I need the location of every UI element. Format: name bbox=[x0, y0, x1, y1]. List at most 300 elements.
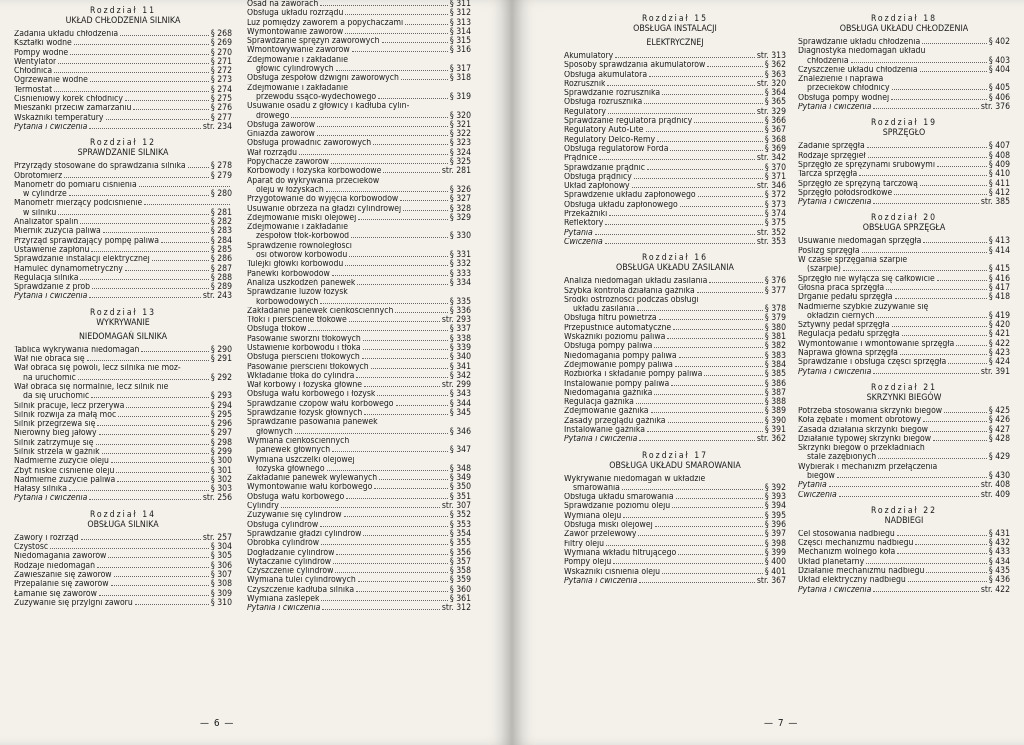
toc-entry-reference: § 306 bbox=[210, 560, 232, 571]
toc-entry bbox=[798, 284, 1010, 293]
toc-entry-title: Czyszczenie kadłuba silnika bbox=[247, 585, 355, 595]
toc-entry-title: Niedomagania zaworów bbox=[14, 552, 107, 562]
dot-leader bbox=[345, 265, 448, 266]
toc-entry bbox=[14, 457, 232, 466]
dot-leader bbox=[615, 57, 755, 58]
dot-leader bbox=[694, 122, 763, 123]
toc-entry-title: Układ planetarny bbox=[798, 557, 865, 567]
toc-entry-reference: § 330 bbox=[449, 231, 471, 242]
dot-leader bbox=[709, 282, 763, 283]
toc-entry-title: Sprawdzanie gładzi cylindrów bbox=[247, 529, 362, 539]
toc-entry-reference: § 288 bbox=[210, 272, 232, 283]
toc-entry bbox=[798, 491, 1010, 500]
toc-entry bbox=[798, 340, 1010, 349]
toc-entry-reference: § 286 bbox=[210, 254, 232, 265]
toc-entry bbox=[564, 512, 786, 521]
toc-entry bbox=[798, 161, 1010, 170]
dot-leader bbox=[117, 481, 209, 482]
toc-entry-title: Hałasy silnika bbox=[14, 485, 67, 495]
chapter-title: WYKRYWANIE bbox=[96, 317, 150, 328]
dot-leader bbox=[333, 563, 448, 564]
toc-entry-title: Hamulec dynamometryczny bbox=[14, 264, 123, 274]
dot-leader bbox=[655, 526, 763, 527]
toc-entry-reference: § 332 bbox=[449, 259, 471, 270]
toc-entry bbox=[564, 314, 786, 323]
toc-entry bbox=[14, 123, 232, 132]
dot-leader bbox=[876, 317, 987, 318]
toc-entry-reference: § 403 bbox=[988, 55, 1010, 66]
dot-leader bbox=[636, 403, 763, 404]
toc-entry bbox=[14, 534, 232, 543]
dot-leader bbox=[363, 349, 448, 350]
toc-entry-reference: § 412 bbox=[988, 187, 1010, 198]
toc-entry-title: Rodzaje niedomagań bbox=[14, 561, 96, 571]
toc-entry bbox=[798, 472, 1010, 481]
toc-entry-reference: § 383 bbox=[764, 350, 786, 361]
toc-entry-reference: § 301 bbox=[210, 465, 232, 476]
toc-entry-title: Wał obraca się powoli, lecz silnika nie moż- bbox=[14, 364, 181, 374]
toc-entry bbox=[564, 407, 786, 416]
toc-entry bbox=[798, 558, 1010, 567]
toc-entry bbox=[564, 229, 786, 238]
toc-entry bbox=[564, 201, 786, 210]
toc-entry-title: Mechanizm wolnego koła bbox=[798, 548, 896, 558]
dot-leader bbox=[937, 280, 987, 281]
toc-entry bbox=[247, 0, 471, 9]
dot-leader bbox=[923, 242, 987, 243]
toc-entry-reference: § 352 bbox=[449, 510, 471, 521]
toc-entry-reference: str. 352 bbox=[756, 227, 786, 238]
toc-entry-title: Popychacze zaworów bbox=[247, 158, 329, 168]
toc-entry bbox=[798, 237, 1010, 246]
toc-entry-reference: § 353 bbox=[449, 519, 471, 530]
chapter-title: NIEDOMAGAŃ SILNIKA bbox=[78, 331, 168, 342]
toc-entry bbox=[247, 93, 471, 102]
toc-entry-reference: § 278 bbox=[210, 161, 232, 172]
toc-entry-reference: § 397 bbox=[764, 529, 786, 540]
toc-entry bbox=[564, 108, 786, 117]
dot-leader bbox=[321, 544, 448, 545]
toc-entry bbox=[564, 145, 786, 154]
toc-entry-reference: § 311 bbox=[449, 0, 471, 9]
toc-entry bbox=[247, 521, 471, 530]
toc-entry-title: układu zasilania bbox=[573, 305, 636, 315]
toc-entry bbox=[247, 130, 471, 139]
dot-leader bbox=[859, 175, 987, 176]
toc-entry bbox=[247, 418, 471, 427]
toc-entry-reference: § 407 bbox=[988, 141, 1010, 152]
toc-entry-title: oleju w łożyskach bbox=[256, 185, 324, 195]
toc-entry-title: Sprawdzanie sprężyn zaworowych bbox=[247, 37, 380, 47]
toc-entry-title: Obsługa akumulatora bbox=[564, 70, 648, 80]
toc-entry-title: Obsługa miski olejowej bbox=[564, 521, 653, 531]
dot-leader bbox=[698, 196, 763, 197]
toc-entry bbox=[247, 102, 471, 111]
toc-entry-title: Obsługa wału korbowego bbox=[247, 492, 345, 502]
toc-entry-title: Pytania i ćwiczenia bbox=[14, 292, 88, 302]
toc-entry-reference: § 391 bbox=[764, 424, 786, 435]
toc-entry-reference: § 425 bbox=[988, 405, 1010, 416]
toc-entry-reference: str. 257 bbox=[202, 532, 232, 543]
toc-entry-title: Zbyt niskie ciśnienie oleju bbox=[14, 466, 115, 476]
dot-leader bbox=[595, 234, 755, 235]
toc-entry-reference: § 338 bbox=[449, 333, 471, 344]
toc-entry bbox=[247, 335, 471, 344]
chapter-title: UKŁAD CHŁODZENIA SILNIKA bbox=[65, 16, 181, 26]
toc-entry-reference: § 341 bbox=[449, 361, 471, 372]
toc-entry bbox=[247, 456, 471, 465]
toc-entry-title: Zawieszanie się zaworów bbox=[14, 570, 112, 580]
toc-entry-title: Panewki korbowodów bbox=[247, 269, 330, 279]
toc-entry bbox=[14, 420, 232, 429]
toc-entry-title: Zakładanie panewek cienkościennych bbox=[247, 306, 394, 316]
dot-leader bbox=[108, 557, 209, 558]
dot-leader bbox=[632, 187, 755, 188]
dot-leader bbox=[332, 275, 448, 276]
dot-leader bbox=[80, 279, 208, 280]
toc-entry-reference: § 406 bbox=[988, 92, 1010, 103]
toc-entry-title: Reflektory bbox=[564, 219, 604, 229]
toc-entry bbox=[14, 494, 232, 503]
dot-leader bbox=[50, 548, 209, 549]
dot-leader bbox=[364, 386, 440, 387]
toc-entry bbox=[564, 435, 786, 444]
dot-leader bbox=[99, 595, 209, 596]
chapter-heading: Rozdział 17 bbox=[641, 450, 709, 461]
toc-entry bbox=[798, 180, 1010, 189]
toc-entry bbox=[247, 428, 471, 437]
toc-entry-title: Obsługa regulatorów Forda bbox=[564, 144, 669, 154]
toc-entry-title: Wybierak i mechanizm przełączenia bbox=[798, 462, 938, 472]
toc-entry-title: Nadmierne zużycie oleju bbox=[14, 457, 109, 467]
toc-entry bbox=[14, 86, 232, 95]
toc-entry-reference: § 390 bbox=[764, 415, 786, 426]
toc-entry-reference: § 360 bbox=[449, 584, 471, 595]
toc-entry-reference: § 329 bbox=[449, 212, 471, 223]
toc-entry-title: Układ zapłonowy bbox=[564, 182, 630, 192]
toc-entry-title: Wykrywanie niedomagań w układzie bbox=[564, 474, 706, 484]
dot-leader bbox=[707, 66, 763, 67]
dot-leader bbox=[659, 319, 763, 320]
toc-entry bbox=[247, 530, 471, 539]
dot-leader bbox=[647, 431, 763, 432]
dot-leader bbox=[868, 157, 987, 158]
toc-entry-title: Wał obraca się normalnie, lecz silnik nie bbox=[14, 382, 169, 392]
left-page-column-1 bbox=[14, 0, 232, 608]
dot-leader bbox=[894, 194, 987, 195]
dot-leader bbox=[383, 172, 440, 173]
dot-leader bbox=[326, 191, 448, 192]
toc-entry bbox=[14, 429, 232, 438]
toc-entry-title: przewodu ssąco-wydechowego bbox=[256, 92, 377, 102]
toc-entry-title: Prądnice bbox=[564, 154, 598, 164]
toc-entry-title: Wymontowanie i wmontowanie sprzęgła bbox=[798, 339, 955, 349]
toc-entry bbox=[564, 389, 786, 398]
toc-entry-title: Akumulatory bbox=[564, 52, 614, 61]
toc-entry-reference: § 395 bbox=[764, 510, 786, 521]
dot-leader bbox=[89, 499, 200, 500]
toc-entry bbox=[247, 84, 471, 93]
chapter-heading: Rozdział 15 bbox=[641, 14, 709, 24]
toc-entry bbox=[14, 246, 232, 255]
dot-leader bbox=[895, 298, 987, 299]
toc-entry bbox=[247, 270, 471, 279]
dot-leader bbox=[374, 488, 448, 489]
toc-entry-title: Pytania i ćwiczenia bbox=[798, 103, 872, 113]
dot-leader bbox=[299, 154, 448, 155]
toc-entry bbox=[564, 173, 786, 182]
toc-entry-reference: § 373 bbox=[764, 199, 786, 210]
toc-entry-title: Sprawdzenie układu zapłonowego bbox=[564, 191, 696, 201]
toc-entry-reference: § 431 bbox=[988, 528, 1010, 539]
dot-leader bbox=[344, 516, 448, 517]
dot-leader bbox=[679, 357, 763, 358]
toc-entry bbox=[14, 58, 232, 67]
toc-entry bbox=[14, 346, 232, 355]
right-page bbox=[512, 0, 1024, 745]
toc-entry-title: Sprawdzanie czopów wału korbowego bbox=[247, 399, 394, 409]
dot-leader bbox=[188, 167, 209, 168]
toc-entry bbox=[14, 364, 232, 373]
toc-entry-reference: § 417 bbox=[988, 282, 1010, 293]
toc-entry bbox=[798, 84, 1010, 93]
dot-leader bbox=[92, 288, 209, 289]
toc-entry bbox=[14, 283, 232, 292]
dot-leader bbox=[378, 98, 448, 99]
toc-entry bbox=[798, 265, 1010, 274]
toc-entry bbox=[564, 342, 786, 351]
toc-entry bbox=[798, 349, 1010, 358]
toc-entry-title: Zdejmowanie gaźnika bbox=[564, 407, 649, 417]
toc-entry-title: Mieszanki przeciw zamarzaniu bbox=[14, 104, 132, 114]
toc-entry-title: Dogładzanie cylindrów bbox=[247, 548, 335, 558]
toc-entry-reference: str. 362 bbox=[756, 434, 786, 445]
chapter-title: OBSŁUGA UKŁADU ZASILANIA bbox=[616, 263, 734, 274]
dot-leader bbox=[336, 554, 447, 555]
toc-entry-title: Pasowanie sworzni tłokowych bbox=[247, 334, 361, 344]
dot-leader bbox=[70, 54, 209, 55]
dot-leader bbox=[637, 310, 763, 311]
page-number: — 6 — bbox=[200, 718, 235, 729]
toc-entry bbox=[798, 47, 1010, 56]
toc-entry bbox=[14, 209, 232, 218]
toc-entry bbox=[564, 154, 786, 163]
toc-entry-title: Sprzęgło ze sprężyną tarczową bbox=[798, 179, 918, 189]
toc-entry-reference: § 276 bbox=[210, 103, 232, 114]
dot-leader bbox=[91, 251, 209, 252]
toc-entry bbox=[14, 255, 232, 264]
dot-leader bbox=[873, 591, 978, 592]
dot-leader bbox=[332, 451, 448, 452]
toc-entry-title: Sprawdzenie równoległości bbox=[247, 241, 352, 251]
toc-entry-title: Pytania i ćwiczenia bbox=[564, 435, 638, 445]
toc-entry-title: Skrzynki biegów o przekładniach bbox=[798, 444, 925, 454]
dot-leader bbox=[125, 100, 209, 101]
toc-entry-title: Gniazda zaworów bbox=[247, 130, 315, 140]
toc-entry-reference: str. 256 bbox=[202, 493, 232, 504]
toc-entry-reference: § 355 bbox=[449, 538, 471, 549]
toc-entry bbox=[247, 195, 471, 204]
toc-entry bbox=[798, 426, 1010, 435]
toc-entry bbox=[14, 562, 232, 571]
toc-entry-title: drowego bbox=[256, 111, 290, 121]
dot-leader bbox=[609, 215, 763, 216]
toc-entry bbox=[798, 152, 1010, 161]
toc-entry-title: Rodzaje sprzęgieł bbox=[798, 151, 866, 161]
dot-leader bbox=[320, 5, 448, 6]
toc-entry bbox=[564, 305, 786, 314]
dot-leader bbox=[363, 340, 448, 341]
toc-entry-reference: § 364 bbox=[764, 88, 786, 99]
toc-entry bbox=[247, 279, 471, 288]
toc-entry-title: Wentylator bbox=[14, 57, 57, 67]
toc-entry-reference: § 297 bbox=[210, 428, 232, 439]
toc-entry-reference: str. 320 bbox=[756, 78, 786, 89]
dot-leader bbox=[281, 507, 440, 508]
dot-leader bbox=[352, 51, 448, 52]
toc-entry-reference: § 380 bbox=[764, 322, 786, 333]
toc-entry-title: Czystość bbox=[14, 543, 49, 553]
toc-entry-reference: § 409 bbox=[988, 159, 1010, 170]
toc-entry-title: Wymontowanie wału korbowego bbox=[247, 483, 373, 493]
toc-entry-reference: str. 299 bbox=[441, 380, 471, 391]
toc-entry-reference: § 427 bbox=[988, 424, 1010, 435]
dot-leader bbox=[639, 440, 754, 441]
toc-entry-title: Obsługa pierścieni tłokowych bbox=[247, 353, 360, 363]
dot-leader bbox=[680, 206, 763, 207]
toc-entry-title: Zadanie sprzęgła bbox=[798, 142, 865, 152]
toc-entry bbox=[564, 52, 786, 61]
toc-entry-title: Zawór przelewowy bbox=[564, 530, 637, 540]
toc-entry-title: Nadmierne szybkie zużywanie się bbox=[798, 302, 929, 312]
dot-leader bbox=[356, 591, 448, 592]
toc-entry-title: Instalowanie gaźnika bbox=[564, 425, 645, 435]
chapter-heading: Rozdział 19 bbox=[870, 118, 938, 129]
dot-leader bbox=[646, 131, 763, 132]
toc-entry-title: Obsługa prądnicy bbox=[564, 172, 632, 182]
toc-entry-reference: § 348 bbox=[449, 463, 471, 474]
toc-entry-title: Wskaźniki ciśnienia oleju bbox=[564, 567, 661, 577]
toc-entry-title: Termostat bbox=[14, 85, 53, 95]
dot-leader bbox=[371, 368, 448, 369]
dot-leader bbox=[54, 72, 209, 73]
toc-entry bbox=[798, 38, 1010, 47]
toc-entry-reference: § 376 bbox=[764, 276, 786, 287]
toc-entry-reference: § 325 bbox=[449, 157, 471, 168]
toc-entry-title: Pytania i ćwiczenia bbox=[798, 198, 872, 208]
dot-leader bbox=[599, 159, 754, 160]
dot-leader bbox=[58, 63, 209, 64]
toc-entry-title: Pytania i ćwiczenia bbox=[564, 576, 638, 586]
toc-entry bbox=[14, 543, 232, 552]
toc-entry bbox=[14, 49, 232, 58]
toc-entry bbox=[798, 530, 1010, 539]
toc-entry-title: Cylindry bbox=[247, 502, 279, 512]
toc-entry-title: Obrotomierz bbox=[14, 171, 63, 181]
toc-entry-reference: § 293 bbox=[210, 391, 232, 402]
toc-entry-reference: § 283 bbox=[210, 226, 232, 237]
toc-entry-title: Części mechanizmu nadbiegu bbox=[798, 539, 914, 549]
toc-entry-title: Cel stosowania nadbiegu bbox=[798, 529, 895, 539]
dot-leader bbox=[54, 91, 209, 92]
toc-entry-title: Obróbka cylindrów bbox=[247, 539, 320, 549]
toc-entry-reference: § 305 bbox=[210, 551, 232, 562]
toc-entry-title: Wymiana oleju bbox=[564, 511, 622, 521]
dot-leader bbox=[908, 581, 987, 582]
toc-entry bbox=[247, 437, 471, 446]
toc-entry-title: Przygotowanie do wyjęcia korbowodów bbox=[247, 195, 399, 205]
toc-entry-reference: § 387 bbox=[764, 387, 786, 398]
toc-entry-reference: str. 367 bbox=[756, 575, 786, 586]
dot-leader bbox=[78, 379, 209, 380]
toc-entry-title: Wskaźniki poziomu paliwa bbox=[564, 333, 666, 343]
toc-entry-reference: str. 342 bbox=[756, 153, 786, 164]
toc-entry bbox=[564, 475, 786, 484]
toc-entry bbox=[247, 567, 471, 576]
toc-entry-reference: § 423 bbox=[988, 348, 1010, 359]
toc-entry-reference: § 292 bbox=[210, 372, 232, 383]
toc-entry bbox=[247, 9, 471, 18]
toc-entry bbox=[564, 117, 786, 126]
toc-entry-reference: § 405 bbox=[988, 83, 1010, 94]
toc-entry-reference: § 362 bbox=[764, 60, 786, 71]
toc-entry-reference: § 275 bbox=[210, 94, 232, 105]
toc-entry-reference: § 289 bbox=[210, 282, 232, 293]
toc-entry-title: zespołów tłok-korbowód bbox=[256, 232, 350, 242]
toc-entry bbox=[247, 167, 471, 176]
toc-entry-title: Analiza uszkodzeń panewek bbox=[247, 278, 356, 288]
dot-leader bbox=[97, 567, 209, 568]
toc-entry-reference: § 277 bbox=[210, 112, 232, 123]
toc-entry-title: Obsługa układu smarowania bbox=[564, 493, 674, 503]
chapter-title: SKRZYNKI BIEGÓW bbox=[866, 392, 942, 403]
dot-leader bbox=[897, 553, 987, 554]
toc-entry bbox=[798, 75, 1010, 84]
toc-entry-reference: § 349 bbox=[449, 473, 471, 484]
toc-entry-reference: § 368 bbox=[764, 134, 786, 145]
chapter-heading: Rozdział 18 bbox=[870, 14, 938, 24]
toc-entry-title: Rozbiórka i składanie pompy paliwa bbox=[564, 370, 703, 380]
dot-leader bbox=[114, 576, 209, 577]
toc-entry-title: Szybka kontrola działania gaźnika bbox=[564, 286, 695, 296]
dot-leader bbox=[647, 169, 763, 170]
toc-entry bbox=[247, 390, 471, 399]
dot-leader bbox=[139, 186, 230, 187]
toc-entry-reference: str. 281 bbox=[441, 166, 471, 177]
toc-entry bbox=[14, 67, 232, 76]
toc-entry bbox=[798, 198, 1010, 207]
toc-entry-reference: § 333 bbox=[449, 268, 471, 279]
toc-entry-title: Tłoki i pierścienie tłokowe bbox=[247, 316, 347, 326]
dot-leader bbox=[317, 126, 448, 127]
toc-entry-reference: § 434 bbox=[988, 556, 1010, 567]
dot-leader bbox=[892, 326, 987, 327]
toc-entry bbox=[247, 511, 471, 520]
toc-entry bbox=[14, 292, 232, 301]
toc-entry-reference: § 386 bbox=[764, 378, 786, 389]
toc-entry bbox=[247, 214, 471, 223]
dot-leader bbox=[336, 70, 448, 71]
toc-entry bbox=[564, 352, 786, 361]
toc-entry bbox=[14, 411, 232, 420]
chapter-title: SPRAWDZANIE SILNIKA bbox=[77, 148, 169, 159]
toc-entry bbox=[247, 363, 471, 372]
toc-entry bbox=[247, 46, 471, 55]
toc-entry-title: smarowania bbox=[573, 483, 620, 493]
chapter-heading: Rozdział 11 bbox=[89, 6, 157, 16]
toc-entry-reference: str. 234 bbox=[202, 121, 232, 132]
dot-leader bbox=[933, 440, 987, 441]
